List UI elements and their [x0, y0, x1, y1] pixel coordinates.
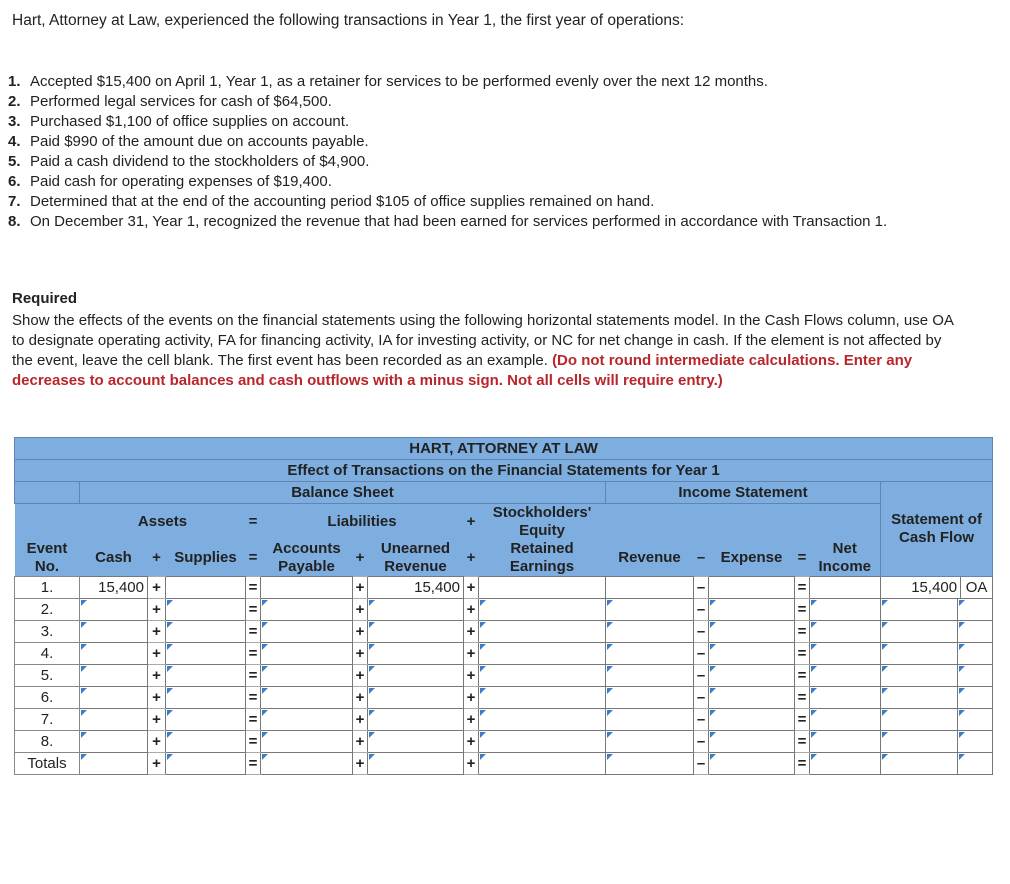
input-rows: [15, 599, 993, 775]
net-income-cell: [810, 577, 881, 599]
supplies-input[interactable]: [166, 687, 246, 709]
plus-op: +: [353, 687, 368, 709]
cash-input[interactable]: [80, 709, 148, 731]
accounts-payable-input[interactable]: [261, 599, 353, 621]
equals-op: =: [795, 687, 810, 709]
cash-flow-input[interactable]: [881, 753, 993, 775]
net-income-input[interactable]: [810, 753, 881, 775]
expense-cell: [709, 577, 795, 599]
plus-op: +: [148, 753, 166, 775]
plus-op: +: [148, 709, 166, 731]
cash-flow-input[interactable]: [881, 665, 993, 687]
net-income-input[interactable]: [810, 665, 881, 687]
accounts-payable-input[interactable]: [261, 709, 353, 731]
minus-op: –: [694, 540, 709, 577]
cash-flow-class-input[interactable]: [957, 731, 989, 752]
event-no: 5.: [15, 665, 80, 687]
item-number: 7.: [8, 193, 21, 210]
cash-flow-class-input[interactable]: [957, 621, 989, 642]
event-no: 3.: [15, 621, 80, 643]
unearned-revenue-input[interactable]: [368, 643, 464, 665]
list-item: [8, 152, 950, 172]
expense-input[interactable]: [709, 643, 795, 665]
event-no-header: Event No.: [15, 540, 80, 577]
plus-op: +: [148, 621, 166, 643]
supplies-input[interactable]: [166, 753, 246, 775]
item-text: Paid cash for operating expenses of $19,400.: [30, 173, 332, 190]
table-row: [15, 731, 993, 753]
equals-op: =: [246, 621, 261, 643]
expense-input[interactable]: [709, 665, 795, 687]
equals-op: =: [795, 621, 810, 643]
plus-op: +: [148, 643, 166, 665]
expense-input[interactable]: [709, 731, 795, 753]
revenue-input[interactable]: [606, 709, 694, 731]
stockholders-equity-header: Stockholders' Equity: [479, 504, 606, 541]
supplies-input[interactable]: [166, 643, 246, 665]
required-instructions: Show the effects of the events on the financial statements using the following horizontal statements model. In the Cash Flows column, use OA to designate operating activity, FA for financing activity, IA for investing activity, or NC for net change in cash. If the element is not affected by the event, leave the cell blank. The first event has been recorded as an example.: [12, 312, 954, 369]
plus-op: +: [353, 665, 368, 687]
unearned-revenue-input[interactable]: [368, 665, 464, 687]
minus-op: –: [694, 709, 709, 731]
cash-flow-amount-input[interactable]: [881, 621, 957, 642]
cash-input[interactable]: [80, 665, 148, 687]
item-number: 3.: [8, 113, 21, 130]
list-item: [8, 132, 950, 152]
retained-earnings-input[interactable]: [479, 687, 606, 709]
cash-flow-class-input[interactable]: [957, 687, 989, 708]
plus-op: +: [464, 621, 479, 643]
equals-op: =: [795, 709, 810, 731]
plus-op: +: [148, 665, 166, 687]
unearned-revenue-input[interactable]: [368, 731, 464, 753]
equals-op: =: [246, 643, 261, 665]
cash-flow-amount-input[interactable]: [881, 643, 957, 664]
event-no: 7.: [15, 709, 80, 731]
plus-op: +: [464, 643, 479, 665]
plus-op: +: [353, 731, 368, 753]
retained-earnings-cell: [479, 577, 606, 599]
cash-flow-wrapper: [881, 643, 989, 664]
supplies-header: Supplies: [166, 540, 246, 577]
equals-op: =: [246, 753, 261, 775]
cash-flow-input[interactable]: [881, 621, 993, 643]
expense-input[interactable]: [709, 709, 795, 731]
cash-flow-input[interactable]: [881, 643, 993, 665]
accounts-payable-input[interactable]: [261, 621, 353, 643]
plus-op: +: [148, 540, 166, 577]
revenue-input[interactable]: [606, 687, 694, 709]
table-row: [15, 577, 993, 599]
equals-op: =: [246, 665, 261, 687]
cash-flow-cell: [881, 577, 993, 599]
revenue-cell: [606, 577, 694, 599]
net-income-input[interactable]: [810, 709, 881, 731]
cash-flow-wrapper: [881, 731, 989, 752]
cash-flow-class: OA: [960, 577, 992, 598]
revenue-input[interactable]: [606, 621, 694, 643]
list-item: [8, 92, 950, 112]
cash-flow-wrapper: [881, 687, 989, 708]
net-income-input[interactable]: [810, 687, 881, 709]
plus-op: +: [464, 731, 479, 753]
retained-earnings-header: Retained Earnings: [479, 540, 606, 577]
transaction-list: [8, 72, 950, 232]
accounts-payable-input[interactable]: [261, 687, 353, 709]
accounts-payable-input[interactable]: [261, 665, 353, 687]
event-no: 8.: [15, 731, 80, 753]
supplies-input[interactable]: [166, 621, 246, 643]
balance-sheet-header: Balance Sheet: [80, 482, 606, 504]
cash-input[interactable]: [80, 753, 148, 775]
cash-flow-class-input[interactable]: [957, 753, 989, 774]
cash-input[interactable]: [80, 621, 148, 643]
plus-op: +: [148, 599, 166, 621]
table-row: [15, 621, 993, 643]
cash-flow-input[interactable]: [881, 687, 993, 709]
blank-header: [606, 504, 881, 541]
cash-input[interactable]: [80, 731, 148, 753]
cash-flow-input[interactable]: [881, 731, 993, 753]
equals-op: =: [795, 731, 810, 753]
plus-op: +: [353, 540, 368, 577]
plus-op: +: [353, 753, 368, 775]
retained-earnings-input[interactable]: [479, 665, 606, 687]
supplies-input[interactable]: [166, 665, 246, 687]
expense-input[interactable]: [709, 753, 795, 775]
cash-input[interactable]: [80, 599, 148, 621]
net-income-header: Net Income: [810, 540, 881, 577]
item-text: Paid $990 of the amount due on accounts payable.: [30, 133, 369, 150]
list-item: [8, 112, 950, 132]
item-text: Performed legal services for cash of $64,500.: [30, 93, 332, 110]
unearned-revenue-cell: 15,400: [368, 577, 464, 599]
cash-flow-wrapper: [881, 599, 989, 620]
cash-input[interactable]: [80, 687, 148, 709]
cash-flow-class-input[interactable]: [957, 665, 989, 686]
cash-flow-amount-input[interactable]: [881, 731, 957, 752]
expense-input[interactable]: [709, 621, 795, 643]
list-item: [8, 72, 950, 92]
intro-text: Hart, Attorney at Law, experienced the following transactions in Year 1, the first year of operations:: [12, 12, 685, 29]
cash-input[interactable]: [80, 643, 148, 665]
unearned-revenue-input[interactable]: [368, 687, 464, 709]
accounts-payable-input[interactable]: [261, 731, 353, 753]
plus-op: +: [464, 504, 479, 541]
list-item: [8, 212, 950, 232]
accounts-payable-cell: [261, 577, 353, 599]
event-no: Totals: [15, 753, 80, 775]
plus-op: +: [148, 731, 166, 753]
plus-op: +: [464, 599, 479, 621]
table-row: [15, 753, 993, 775]
minus-op: –: [694, 577, 709, 599]
retained-earnings-input[interactable]: [479, 643, 606, 665]
retained-earnings-input[interactable]: [479, 709, 606, 731]
cash-flow-amount-input[interactable]: [881, 665, 957, 686]
assets-header: Assets: [80, 504, 246, 541]
minus-op: –: [694, 731, 709, 753]
supplies-input[interactable]: [166, 731, 246, 753]
item-number: 2.: [8, 93, 21, 110]
plus-op: +: [148, 577, 166, 599]
supplies-input[interactable]: [166, 709, 246, 731]
plus-op: +: [464, 577, 479, 599]
event-no: 4.: [15, 643, 80, 665]
table-row: [15, 709, 993, 731]
unearned-revenue-input[interactable]: [368, 621, 464, 643]
event-no: 2.: [15, 599, 80, 621]
equals-op: =: [246, 540, 261, 577]
unearned-revenue-header: Unearned Revenue: [368, 540, 464, 577]
revenue-header: Revenue: [606, 540, 694, 577]
unearned-revenue-input[interactable]: [368, 709, 464, 731]
item-number: 8.: [8, 213, 21, 230]
revenue-input[interactable]: [606, 643, 694, 665]
cash-flow-amount-input[interactable]: [881, 599, 957, 620]
list-item: [8, 192, 950, 212]
cash-flow-amount-input[interactable]: [881, 709, 957, 730]
equals-op: =: [795, 577, 810, 599]
net-income-input[interactable]: [810, 731, 881, 753]
cash-header: Cash: [80, 540, 148, 577]
plus-op: +: [464, 709, 479, 731]
supplies-cell: [166, 577, 246, 599]
cash-flow-class-input[interactable]: [957, 599, 989, 620]
plus-op: +: [353, 709, 368, 731]
equals-op: =: [246, 599, 261, 621]
plus-op: +: [464, 540, 479, 577]
cash-flow-amount: 15,400: [911, 579, 958, 596]
retained-earnings-input[interactable]: [479, 621, 606, 643]
event-no: 1.: [15, 577, 80, 599]
equals-op: =: [246, 731, 261, 753]
income-statement-header: Income Statement: [606, 482, 881, 504]
supplies-input[interactable]: [166, 599, 246, 621]
net-income-input[interactable]: [810, 643, 881, 665]
plus-op: +: [353, 621, 368, 643]
equals-op: =: [795, 540, 810, 577]
plus-op: +: [353, 577, 368, 599]
table-subtitle: Effect of Transactions on the Financial Statements for Year 1: [15, 460, 993, 482]
required-note: (Do not round intermediate calculations. Enter any decreases to account balances and cash outflows with a minus sign. Not all cells will require entry.): [12, 352, 913, 389]
list-item: [8, 172, 950, 192]
minus-op: –: [694, 665, 709, 687]
minus-op: –: [694, 643, 709, 665]
plus-op: +: [353, 643, 368, 665]
equals-op: =: [246, 687, 261, 709]
plus-op: +: [353, 599, 368, 621]
event-no: 6.: [15, 687, 80, 709]
net-income-input[interactable]: [810, 621, 881, 643]
expense-input[interactable]: [709, 599, 795, 621]
net-income-input[interactable]: [810, 599, 881, 621]
unearned-revenue-input[interactable]: [368, 753, 464, 775]
blank-header: [15, 504, 80, 541]
cash-cell: 15,400: [80, 577, 148, 599]
revenue-input[interactable]: [606, 599, 694, 621]
cash-flow-wrapper: [881, 709, 989, 730]
table-row: [15, 665, 993, 687]
item-text: Accepted $15,400 on April 1, Year 1, as a retainer for services to be performed evenly over the next 12 months.: [30, 73, 768, 90]
item-text: Determined that at the end of the accounting period $105 of office supplies remained on hand.: [30, 193, 655, 210]
cash-flow-wrapper: [881, 621, 989, 642]
cash-flow-wrapper: [881, 665, 989, 686]
cash-flow-class-input[interactable]: [957, 643, 989, 664]
minus-op: –: [694, 753, 709, 775]
plus-op: +: [464, 687, 479, 709]
revenue-input[interactable]: [606, 731, 694, 753]
accounts-payable-input[interactable]: [261, 643, 353, 665]
cash-flow-amount-input[interactable]: [881, 687, 957, 708]
equals-op: =: [246, 504, 261, 541]
expense-input[interactable]: [709, 687, 795, 709]
horizontal-statements-model: [14, 437, 993, 775]
blank-header: [15, 482, 80, 504]
table-row: [15, 643, 993, 665]
equals-op: =: [795, 665, 810, 687]
accounts-payable-header: Accounts Payable: [261, 540, 353, 577]
accounts-payable-input[interactable]: [261, 753, 353, 775]
cash-flow-input[interactable]: [881, 709, 993, 731]
cash-flow-amount-input[interactable]: [881, 753, 957, 774]
plus-op: +: [148, 687, 166, 709]
item-text: On December 31, Year 1, recognized the revenue that had been earned for services performed in accordance with Transaction 1.: [30, 213, 888, 230]
statement-cash-flow-header: Statement of Cash Flow: [881, 482, 993, 577]
retained-earnings-input[interactable]: [479, 731, 606, 753]
item-text: Paid a cash dividend to the stockholders of $4,900.: [30, 153, 370, 170]
liabilities-header: Liabilities: [261, 504, 464, 541]
revenue-input[interactable]: [606, 665, 694, 687]
cash-flow-wrapper: [881, 753, 989, 774]
plus-op: +: [464, 665, 479, 687]
table-row: [15, 599, 993, 621]
table-row: [15, 687, 993, 709]
minus-op: –: [694, 599, 709, 621]
item-number: 1.: [8, 73, 21, 90]
equals-op: =: [795, 643, 810, 665]
required-heading: Required: [12, 290, 78, 307]
equals-op: =: [795, 599, 810, 621]
equals-op: =: [246, 709, 261, 731]
cash-flow-class-input[interactable]: [957, 709, 989, 730]
cash-flow-input[interactable]: [881, 599, 993, 621]
retained-earnings-input[interactable]: [479, 753, 606, 775]
minus-op: –: [694, 687, 709, 709]
item-number: 5.: [8, 153, 21, 170]
expense-header: Expense: [709, 540, 795, 577]
retained-earnings-input[interactable]: [479, 599, 606, 621]
plus-op: +: [464, 753, 479, 775]
equals-op: =: [795, 753, 810, 775]
item-number: 6.: [8, 173, 21, 190]
item-text: Purchased $1,100 of office supplies on account.: [30, 113, 350, 130]
table-title: HART, ATTORNEY AT LAW: [15, 438, 993, 460]
unearned-revenue-input[interactable]: [368, 599, 464, 621]
equals-op: =: [246, 577, 261, 599]
required-text: [12, 311, 962, 391]
item-number: 4.: [8, 133, 21, 150]
revenue-input[interactable]: [606, 753, 694, 775]
minus-op: –: [694, 621, 709, 643]
